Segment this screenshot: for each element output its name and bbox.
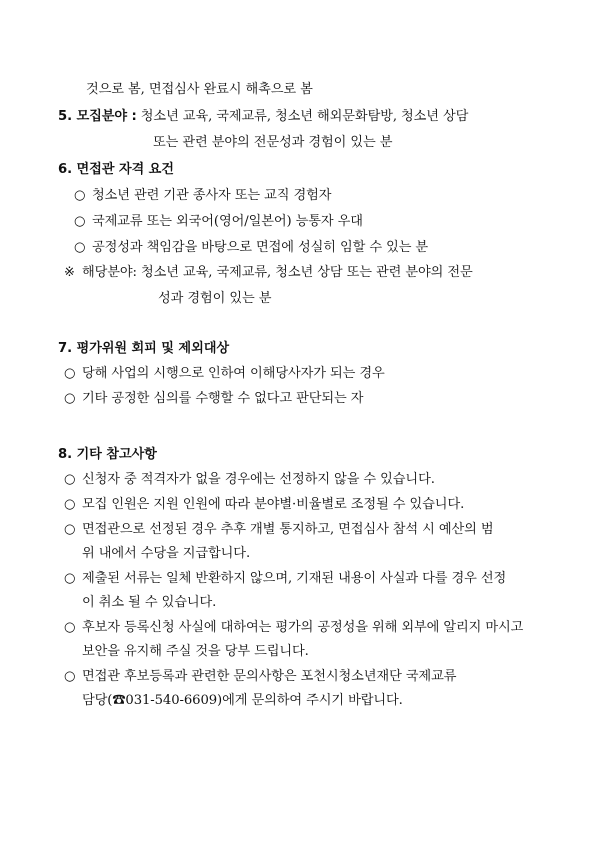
bullet-circle-icon: ○ <box>64 669 76 684</box>
bullet-circle-icon: ○ <box>64 391 76 406</box>
section8-heading: 8. 기타 참고사항 <box>58 447 157 462</box>
list-item: ○ 공정성과 책임감을 바탕으로 면접에 성실히 임할 수 있는 분 <box>74 240 429 255</box>
section6-note-continued: 성과 경험이 있는 분 <box>158 291 272 306</box>
list-item: ○ 당해 사업의 시행으로 인하여 이해당사자가 되는 경우 <box>64 366 385 381</box>
list-item: ○ 면접관 후보등록과 관련한 문의사항은 포천시청소년재단 국제교류 <box>64 669 457 684</box>
reference-mark-icon: ※ <box>64 265 75 280</box>
bullet-circle-icon: ○ <box>64 522 76 537</box>
bullet-circle-icon: ○ <box>74 214 86 229</box>
bullet-circle-icon: ○ <box>64 497 76 512</box>
bullet-circle-icon: ○ <box>64 571 76 586</box>
list-item: ○ 신청자 중 적격자가 없을 경우에는 선정하지 않을 수 있습니다. <box>64 472 435 487</box>
section6-heading: 6. 면접관 자격 요건 <box>58 162 174 177</box>
section5-text-2: 또는 관련 분야의 전문성과 경험이 있는 분 <box>153 135 393 150</box>
section5-text-1: 청소년 교육, 국제교류, 청소년 해외문화탐방, 청소년 상담 <box>136 109 469 124</box>
list-item: ○ 모집 인원은 지원 인원에 따라 분야별·비율별로 조정될 수 있습니다. <box>64 497 465 512</box>
bullet-circle-icon: ○ <box>64 472 76 487</box>
bullet-circle-icon: ○ <box>64 366 76 381</box>
section5-line1 <box>58 108 468 125</box>
bullet-circle-icon: ○ <box>64 620 76 635</box>
list-item-continued: 담당(☎031-540-6609)에게 문의하여 주시기 바랍니다. <box>82 693 403 708</box>
list-item: ○ 제출된 서류는 일체 반환하지 않으며, 기재된 내용이 사실과 다를 경우 선정 <box>64 571 507 586</box>
list-item: ○ 후보자 등록신청 사실에 대하여는 평가의 공정성을 위해 외부에 알리지 마시고 <box>64 620 524 635</box>
list-item-continued: 보안을 유지해 주실 것을 당부 드립니다. <box>82 644 309 659</box>
list-item: ○ 청소년 관련 기관 종사자 또는 교직 경험자 <box>74 188 332 203</box>
continuation-text: 것으로 봄, 면접심사 완료시 해촉으로 봄 <box>86 82 313 97</box>
bullet-circle-icon: ○ <box>74 188 86 203</box>
list-item: ○ 기타 공정한 심의를 수행할 수 없다고 판단되는 자 <box>64 391 364 406</box>
list-item-continued: 이 취소 될 수 있습니다. <box>82 595 217 610</box>
list-item-continued: 위 내에서 수당을 지급합니다. <box>82 546 251 561</box>
bullet-circle-icon: ○ <box>74 240 86 255</box>
section5-label: 5. 모집분야 : <box>58 109 137 124</box>
list-item: ○ 국제교류 또는 외국어(영어/일본어) 능통자 우대 <box>74 214 363 229</box>
section6-note: ※ 해당분야: 청소년 교육, 국제교류, 청소년 상담 또는 관련 분야의 전문 <box>64 265 473 280</box>
section7-heading: 7. 평가위원 회피 및 제외대상 <box>58 341 229 356</box>
list-item: ○ 면접관으로 선정된 경우 추후 개별 통지하고, 면접심사 참석 시 예산의 범 <box>64 522 494 537</box>
